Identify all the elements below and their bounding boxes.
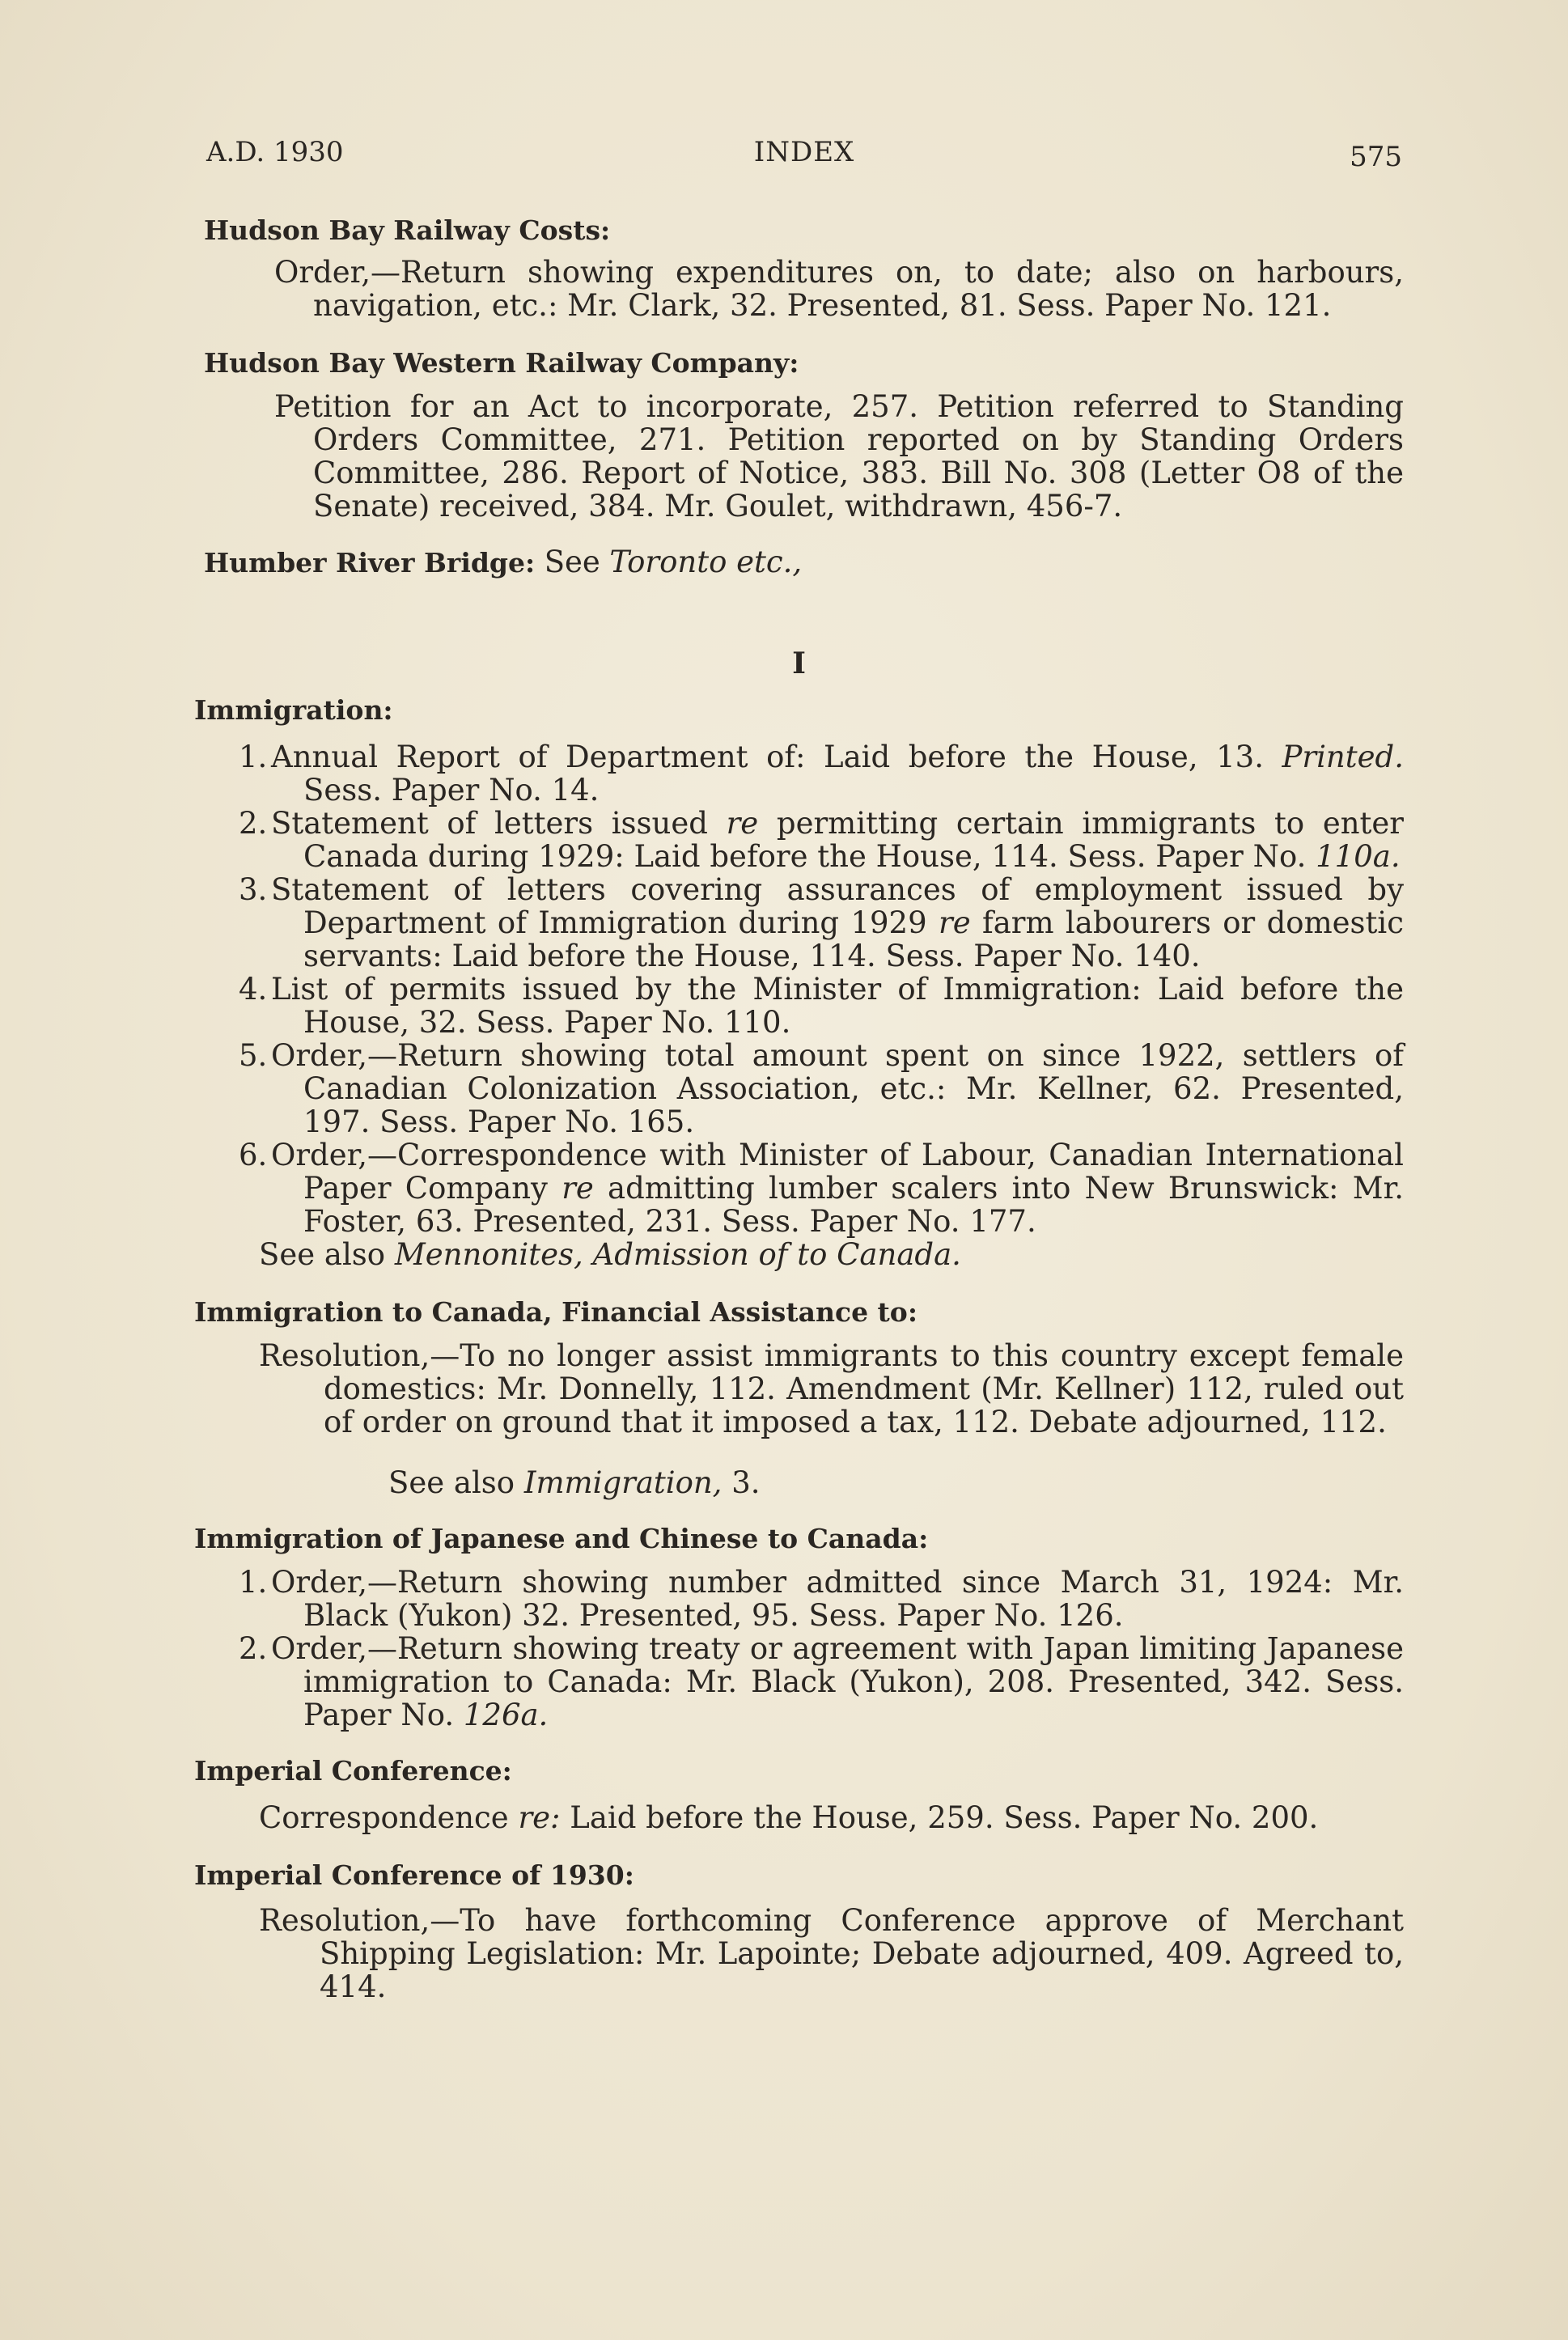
entry-hudson-bay-railway-costs	[204, 212, 1404, 322]
entry-heading: Immigration:	[194, 694, 393, 726]
see-prefix: See	[544, 545, 600, 579]
running-head	[206, 136, 1402, 176]
list-item: 2. Statement of letters issued re permitting certain immigrants to enter Canada during 1929: Laid before the House, 114. Sess. Paper No. 110a.	[239, 806, 1404, 874]
entry-hudson-bay-western	[204, 345, 1404, 523]
list-item: 4. List of permits issued by the Minister of Immigration: Laid before the House, 32. Sess. Paper No. 110.	[239, 972, 1404, 1040]
see-reference: Immigration,	[523, 1465, 723, 1500]
entry-heading: Imperial Conference:	[194, 1755, 512, 1787]
see-prefix: See also	[259, 1237, 386, 1272]
list-item: 6. Order,—Correspondence with Minister of Labour, Canadian International Paper Company re admitting lumber scalers into New Brunswick: Mr. Foster, 63. Presented, 231. Sess. Paper No. 177.	[239, 1138, 1404, 1239]
entry-humber-river-bridge	[204, 544, 1404, 582]
entry-immigration-financial	[194, 1294, 1404, 1499]
see-also	[194, 1238, 1404, 1271]
entry-heading: Immigration to Canada, Financial Assistance to:	[194, 1296, 917, 1328]
list-item: 3. Statement of letters covering assurances of employment issued by Department of Immigration during 1929 re farm labourers or domestic servants: Laid before the House, 114. Sess. Paper No. 140.	[239, 872, 1404, 973]
entry-text: Correspondence re: Laid before the House, 259. Sess. Paper No. 200.	[259, 1800, 1319, 1835]
entry-text: Order,—Return showing expenditures on, to date; also on harbours, navigation, etc.: Mr. Clark, 32. Presented, 81. Sess. Paper No. 121.	[274, 255, 1404, 323]
entry-immigration	[194, 692, 1404, 1271]
see-prefix: See also	[388, 1465, 515, 1500]
index-content	[194, 212, 1404, 2003]
entry-heading: Immigration of Japanese and Chinese to Canada:	[194, 1523, 929, 1554]
japanese-chinese-list	[194, 1566, 1404, 1732]
list-item: 1. Order,—Return showing number admitted since March 31, 1924: Mr. Black (Yukon) 32. Presented, 95. Sess. Paper No. 126.	[239, 1565, 1404, 1633]
entry-heading: Imperial Conference of 1930:	[194, 1859, 634, 1891]
entry-imperial-conference-1930	[194, 1857, 1404, 2003]
entry-text: Resolution,—To no longer assist immigrants to this country except female domestics: Mr. Donnelly, 112. Amendment (Mr. Kellner) 112, ruled out of order on ground that it imposed a tax, 112. Debate adjourned, 112.	[259, 1338, 1404, 1439]
section-letter: I	[792, 646, 806, 680]
page-number: 575	[1350, 141, 1402, 173]
see-also	[194, 1466, 1404, 1499]
entry-text: Petition for an Act to incorporate, 257. Petition referred to Standing Orders Committee, 271. Petition reported on by Standing Orders Committee, 286. Report of Notice, 383. Bill No. 308 (Letter O8 of the Senate) received, 384. Mr. Goulet, withdrawn, 456-7.	[274, 389, 1404, 524]
list-item: 1. Annual Report of Department of: Laid before the House, 13. Printed. Sess. Paper No. 14.	[239, 740, 1404, 808]
entry-imperial-conference	[194, 1753, 1404, 1834]
entry-heading: Hudson Bay Western Railway Company:	[204, 347, 799, 379]
header-title: INDEX	[753, 136, 855, 168]
list-item: 5. Order,—Return showing total amount spent on since 1922, settlers of Canadian Colonization Association, etc.: Mr. Kellner, 62. Presented, 197. Sess. Paper No. 165.	[239, 1038, 1404, 1139]
see-suffix: 3.	[731, 1465, 761, 1500]
entry-immigration-japanese-chinese	[194, 1520, 1404, 1732]
see-reference: Mennonites, Admission of to Canada.	[394, 1237, 961, 1272]
entry-heading: Hudson Bay Railway Costs:	[204, 214, 611, 246]
entry-heading	[204, 544, 1404, 582]
immigration-list	[194, 740, 1404, 1238]
see-reference: Toronto etc.,	[609, 545, 803, 579]
entry-text: Resolution,—To have forthcoming Conference approve of Merchant Shipping Legislation: Mr. Lapointe; Debate adjourned, 409. Agreed to, 414.	[259, 1903, 1404, 2004]
heading-label: Humber River Bridge:	[204, 547, 536, 579]
list-item: 2. Order,—Return showing treaty or agreement with Japan limiting Japanese immigration to Canada: Mr. Black (Yukon), 208. Presented, 342. Sess. Paper No. 126a.	[239, 1631, 1404, 1732]
header-year: A.D. 1930	[206, 136, 344, 168]
